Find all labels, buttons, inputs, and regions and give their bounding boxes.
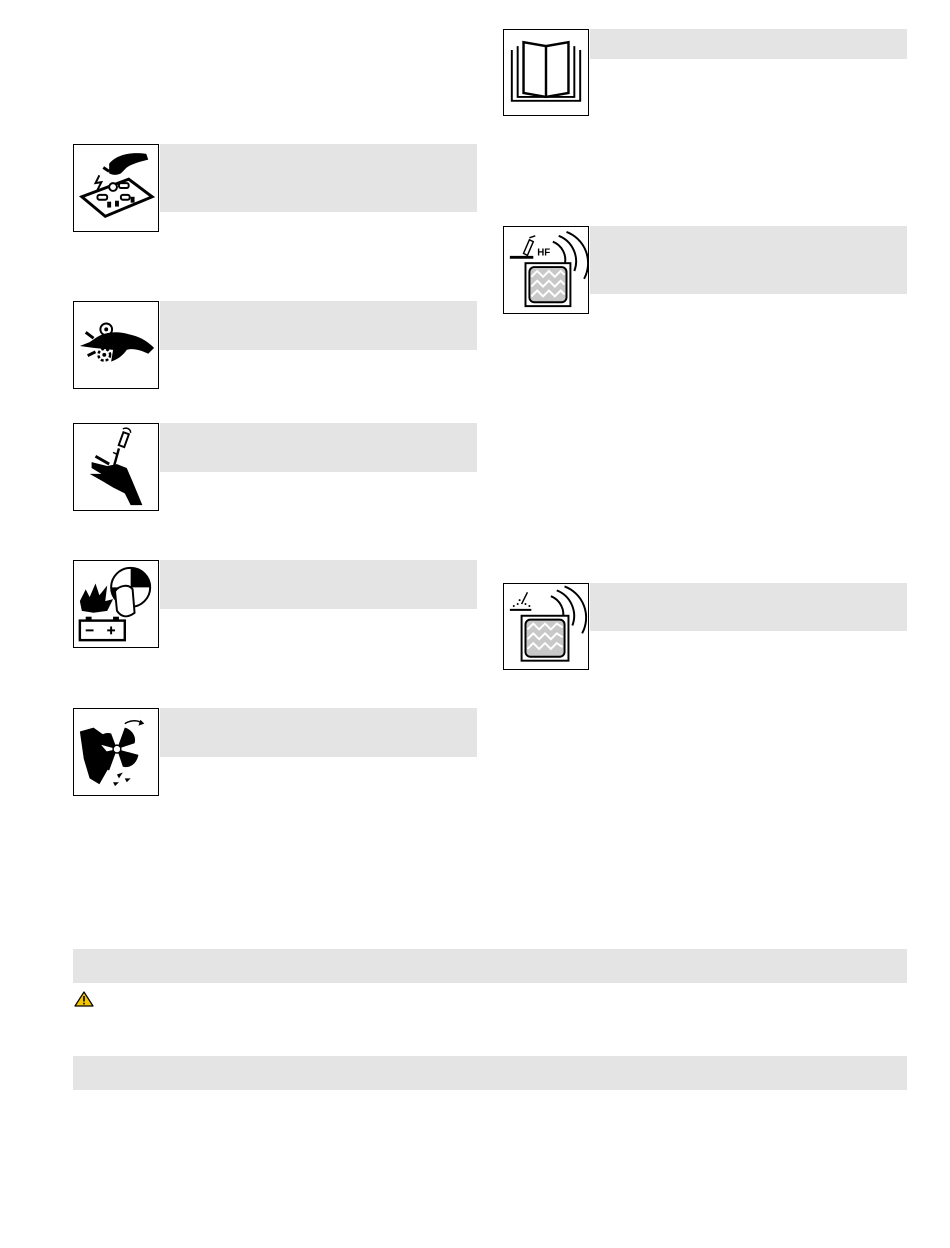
hand-welding-wire-icon (73, 423, 159, 511)
section-heading-bar (160, 708, 477, 757)
battery-explosion-face-shield-icon (73, 560, 159, 648)
arc-radiation-interference-icon (503, 583, 589, 670)
section-bar-2 (73, 1056, 907, 1090)
hand-over-circuit-board-icon (73, 144, 159, 232)
section-heading-bar (160, 301, 477, 350)
section-heading-bar (590, 29, 907, 59)
section-heading-bar (590, 226, 907, 294)
hand-in-gears-icon (73, 301, 159, 389)
section-heading-bar (160, 144, 477, 212)
section-heading-bar (160, 423, 477, 472)
section-bar-1 (73, 949, 907, 983)
hf-radiation-interference-icon (503, 226, 589, 314)
open-manual-icon (503, 29, 589, 116)
svg-text:HF: HF (537, 247, 551, 259)
section-heading-bar (590, 583, 907, 631)
hand-fan-blade-icon (73, 708, 159, 796)
section-heading-bar (160, 560, 477, 609)
warning-triangle-icon (74, 991, 94, 1007)
